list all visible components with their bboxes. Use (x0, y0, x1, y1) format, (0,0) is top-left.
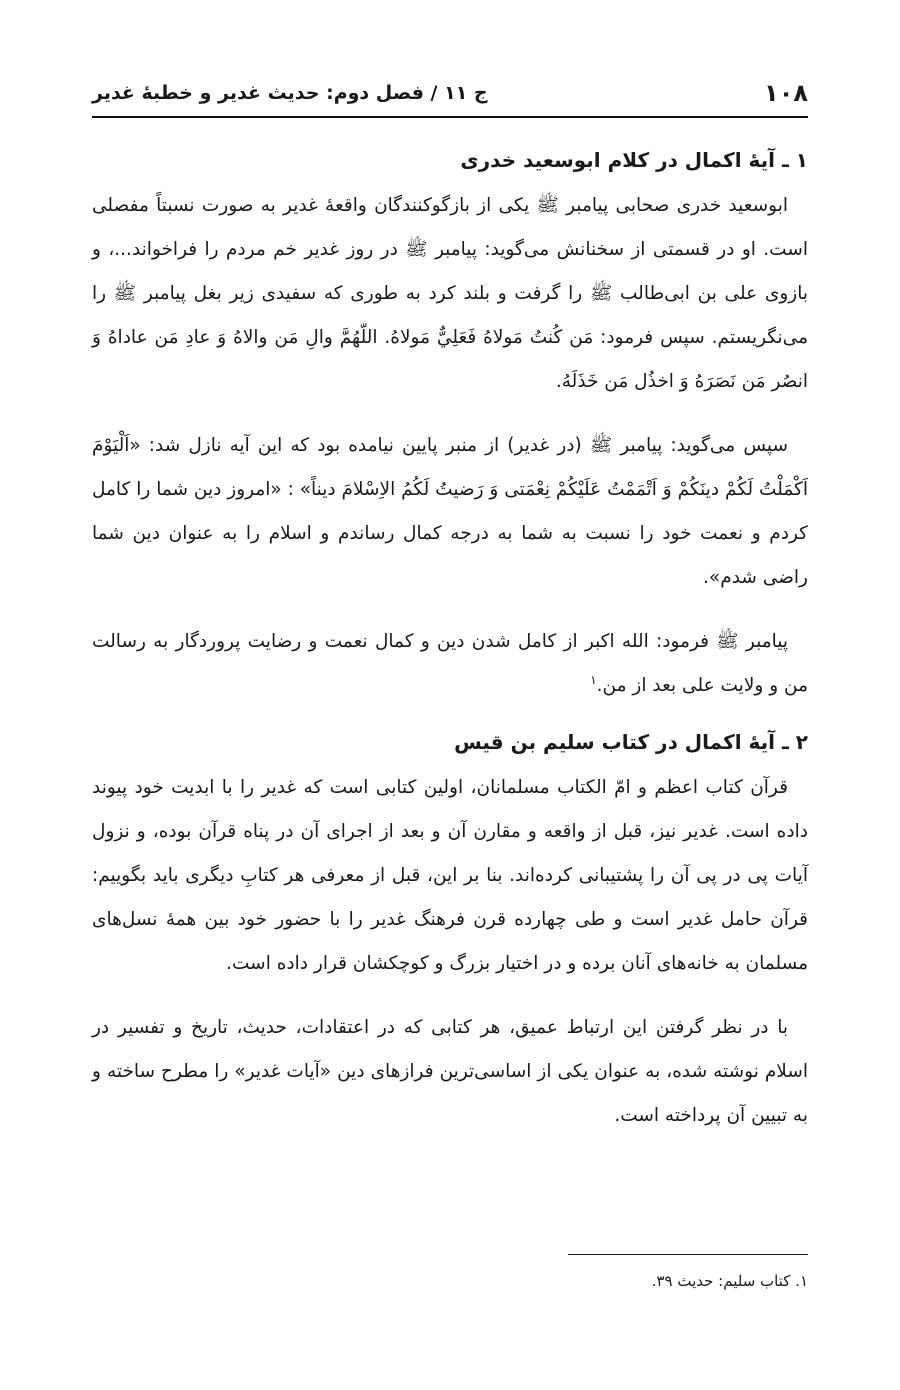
header-divider (92, 116, 808, 118)
section-1-paragraph-2: سپس مى‌گويد: پيامبر ﷺ (در غدير) از منبر پايين نيامده بود كه اين آيه نازل شد: «اَلْيَوْمَ اَكْمَلْتُ لَكُمْ دينَكُمْ وَ اَتْمَمْتُ عَلَيْكُمْ نِعْمَتى وَ رَضيتُ لَكُمُ الاِسْلامَ ديناً» : «امروز دين شما را كامل كردم و نعمت خود را نسبت به شما به درجه كمال رساندم و اسلام را به عنوان دين شما راضى شدم». (92, 435, 808, 588)
footnote-divider (568, 1254, 808, 1255)
page-header (92, 70, 808, 116)
section-1-paragraph-1: ابوسعيد خدرى صحابى پيامبر ﷺ يكى از بازگوكنندگان واقعۀ غدير به صورت نسبتاً مفصلى است. او در قسمتى از سخنانش مى‌گويد: پيامبر ﷺ در روز غدير خم مردم را فراخواند...، و بازوى على بن ابى‌طالب ﷺ را گرفت و بلند كرد به طورى كه سفيدى زير بغل پيامبر ﷺ را مى‌نگريستم. سپس فرمود: مَن كُنتُ مَولاهُ فَعَلِيٌّ مَولاهُ. اللّهُمَّ والِ مَن والاهُ وَ عادِ مَن عاداهُ وَ انصُر مَن نَصَرَهُ وَ اخذُل مَن خَذَلَهُ. (92, 195, 808, 392)
section-2-heading: ۲ ـ آيۀ اكمال در كتاب سليم بن قيس (454, 730, 808, 754)
page-number: ۱۰۸ (764, 79, 808, 107)
section-2-paragraph-2: با در نظر گرفتن اين ارتباط عميق، هر كتابى كه در اعتقادات، حديث، تاريخ و تفسير در اسلام نوشته شده، به عنوان يكى از اساسى‌ترين فرازهاى دين «آيات غدير» را مطرح ساخته و به تبيين آن پرداخته است. (92, 1017, 808, 1126)
section-2-paragraph-1: قرآن كتاب اعظم و امّ الكتاب مسلمانان، اولين كتابى است كه غدير را با ابديت خود پيوند داده است. غدير نيز، قبل از واقعه و مقارن آن و بعد از اجراى آن در پناه قرآن بوده، و نزول آيات پى در پى آن را پشتيبانى كرده‌اند. بنا بر اين، قبل از معرفى هر كتابِ ديگرى بايد بگوييم: قرآن حامل غدير است و طى چهارده قرن فرهنگ غدير را با حضور خود بين همۀ نسل‌هاى مسلمان به خانه‌هاى آنان برده و در اختيار بزرگ و كوچكشان قرار داده است. (92, 777, 808, 974)
footnote-marker[interactable]: ۱ (590, 672, 597, 687)
section-1-paragraph-3-text: پيامبر ﷺ فرمود: الله اكبر از كامل شدن دين و كمال نعمت و رضايت پروردگار به رسالت من و ولايت على بعد از من. (92, 631, 808, 696)
section-1-heading: ۱ ـ آيۀ اكمال در كلام ابوسعيد خدرى (460, 148, 808, 172)
page-body (92, 140, 808, 1158)
running-head: ج ۱۱ / فصل دوم: حديث غدير و خطبۀ غدير (92, 82, 488, 104)
footnote: ۱. كتاب سليم: حديث ۳۹. (651, 1272, 808, 1290)
section-1-paragraph-3 (92, 620, 808, 708)
